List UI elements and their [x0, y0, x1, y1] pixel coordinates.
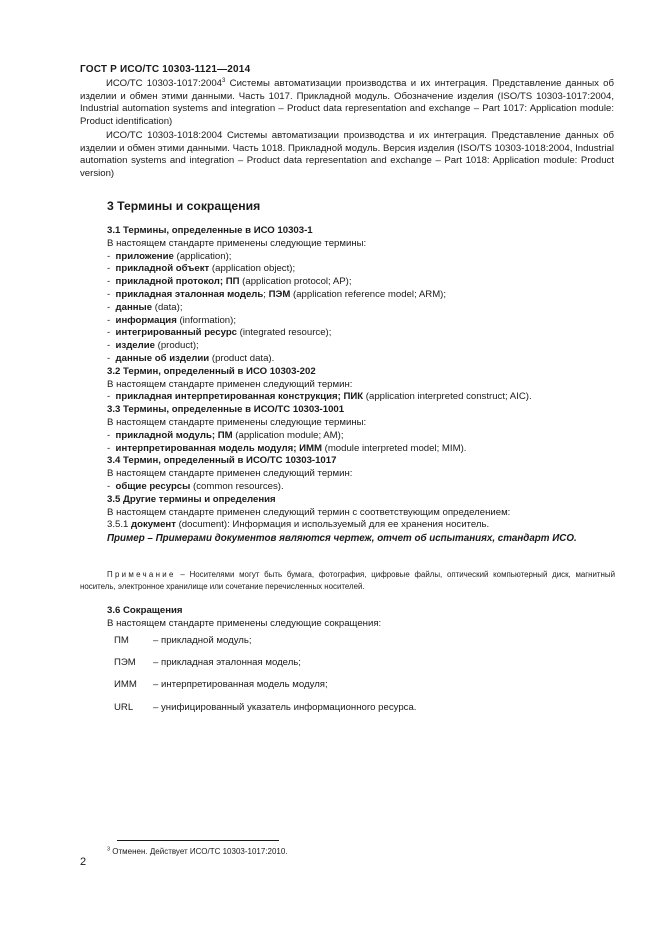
term-translation: (application protocol; AP); [239, 276, 352, 288]
list-dash: - [107, 250, 111, 262]
reference-prefix: ИСО/ТС 10303-1018:2004 [106, 130, 223, 141]
term-name: прикладной протокол; ПП [115, 276, 240, 288]
reference-prefix: ИСО/ТС 10303-1017:2004 [106, 78, 223, 89]
subsection-heading: 3.2 Термин, определенный в ИСО 10303-202 [107, 365, 316, 377]
abbreviation-code: ИММ [114, 679, 137, 690]
term-name: информация [115, 314, 177, 326]
term-item [107, 340, 617, 353]
subsection-intro: В настоящем стандарте применены следующие термины: [107, 237, 367, 249]
term-name: изделие [115, 340, 155, 352]
subsection-heading: 3.1 Термины, определенные в ИСО 10303-1 [107, 225, 313, 236]
list-dash: - [107, 391, 111, 403]
term-item [107, 481, 617, 494]
definition-item [107, 519, 617, 532]
term-item [107, 443, 617, 456]
term-item [107, 391, 617, 404]
term-item [107, 302, 617, 315]
term-name: прикладной объект [115, 263, 210, 275]
term-name: данные [115, 301, 153, 313]
terms-block [107, 225, 617, 532]
term-translation: (application interpreted construct; AIC). [363, 391, 532, 403]
list-dash: - [107, 352, 111, 364]
definition-term: документ [131, 519, 176, 531]
list-dash: - [107, 314, 111, 326]
term-translation: (application); [173, 250, 232, 262]
abbreviation-code: URL [114, 702, 134, 713]
term-translation: (application reference model; ARM); [290, 288, 447, 300]
term-translation: (information); [176, 314, 236, 326]
abbreviation-code: ПМ [114, 635, 129, 646]
example-text: Пример – Примерами документов являются чертеж, отчет об испытаниях, стандарт ИСО. [107, 533, 577, 544]
term-abbreviation: ПЭМ [268, 288, 291, 300]
term-translation: (common resources). [190, 480, 284, 492]
section-title: 3 Термины и сокращения [107, 199, 261, 213]
definition-text: (document): Информация и используемый для ее хранения носитель. [175, 519, 490, 531]
term-translation: (application object); [209, 263, 296, 275]
term-name: интерпретированная модель модуля; ИММ [115, 442, 322, 454]
term-translation: (integrated resource); [237, 327, 332, 339]
term-item [107, 430, 617, 443]
list-dash: - [107, 288, 111, 300]
reference-paragraph [80, 130, 614, 180]
term-translation: (product data). [209, 352, 275, 364]
standard-id-header: ГОСТ Р ИСО/ТС 10303-1121—2014 [80, 64, 251, 75]
note-label: Примечание [107, 570, 176, 579]
footnote-marker: 3 [222, 77, 226, 84]
term-translation: (product); [154, 340, 199, 352]
reference-text: Системы автоматизации производства и их интеграция. Представление данных об изделии и обмен этими данными. Часть 1018. Прикладной модуль. Версия изделия (ISO/TS 10303-1018:2004, Industrial automation systems and integration – Product data representation and exchange – Part 1018: Application module: Product version) [80, 130, 614, 179]
footnote-separator [117, 840, 279, 841]
term-name: интегрированный ресурс [115, 327, 238, 339]
reference-text: Системы автоматизации производства и их интеграция. Представление данных об изделии и обмен этими данными. Часть 1017. Прикладной модуль. Обозначение изделия (ISO/TS 10303-1017:2004, Industrial automation systems and integration – Product data representation and exchange – Part 1017: Application module: Product identification) [80, 78, 614, 127]
term-item [107, 327, 617, 340]
term-item [107, 251, 617, 264]
list-dash: - [107, 327, 111, 339]
term-item [107, 353, 617, 366]
footnote-text: Отменен. Действует ИСО/ТС 10303-1017:2010. [110, 847, 288, 856]
footnote [107, 847, 288, 856]
subsection-heading: 3.6 Сокращения [107, 605, 183, 616]
term-translation: (module interpreted model; MIM). [321, 442, 467, 454]
note-text: – Носителями могут быть бумага, фотография, цифровые файлы, оптический компьютерный диск, магнитный носитель, электронное хранилище или сочетание перечисленных носителей. [80, 570, 615, 591]
term-translation: (application module; AM); [232, 429, 344, 441]
term-item [107, 263, 617, 276]
abbreviation-definition: – унифицированный указатель информационного ресурса. [153, 702, 417, 713]
abbreviation-code: ПЭМ [114, 657, 136, 668]
subsection-intro: В настоящем стандарте применены следующие термины: [107, 416, 367, 428]
subsection-intro: В настоящем стандарте применен следующий термин: [107, 378, 353, 390]
term-name: общие ресурсы [115, 480, 191, 492]
list-dash: - [107, 480, 111, 492]
reference-paragraph [80, 78, 614, 128]
abbreviation-definition: – прикладная эталонная модель; [153, 657, 301, 668]
abbreviation-definition: – интерпретированная модель модуля; [153, 679, 328, 690]
term-item [107, 315, 617, 328]
term-name: прикладная эталонная модель [115, 288, 264, 300]
page-number: 2 [80, 856, 87, 868]
term-name: прикладной модуль; ПМ [115, 429, 233, 441]
note-paragraph [80, 569, 615, 593]
list-dash: - [107, 442, 111, 454]
term-item [107, 289, 617, 302]
subsection-intro: В настоящем стандарте применен следующий термин с соответствующим определением: [107, 506, 511, 518]
subsection-heading: 3.4 Термин, определенный в ИСО/ТС 10303-1017 [107, 455, 337, 467]
list-dash: - [107, 340, 111, 352]
footnote-marker: 3 [107, 846, 111, 853]
subsection-heading: 3.5 Другие термины и определения [107, 493, 276, 505]
definition-number: 3.5.1 [107, 519, 132, 531]
term-name: приложение [115, 250, 174, 262]
list-dash: - [107, 276, 111, 288]
term-translation: (data); [152, 301, 183, 313]
list-dash: - [107, 429, 111, 441]
term-name: данные об изделии [115, 352, 210, 364]
abbreviations-header [107, 605, 617, 631]
subsection-intro: В настоящем стандарте применен следующий термин: [107, 468, 353, 480]
subsection-heading: 3.3 Термины, определенные в ИСО/ТС 10303-1001 [107, 404, 345, 416]
example-paragraph [80, 532, 615, 545]
term-separator: ; [263, 288, 269, 300]
list-dash: - [107, 263, 111, 275]
abbreviation-definition: – прикладной модуль; [153, 635, 252, 646]
list-dash: - [107, 301, 111, 313]
term-item [107, 276, 617, 289]
subsection-intro: В настоящем стандарте применены следующие сокращения: [107, 617, 382, 629]
term-name: прикладная интерпретированная конструкция; ПИК [115, 391, 364, 403]
